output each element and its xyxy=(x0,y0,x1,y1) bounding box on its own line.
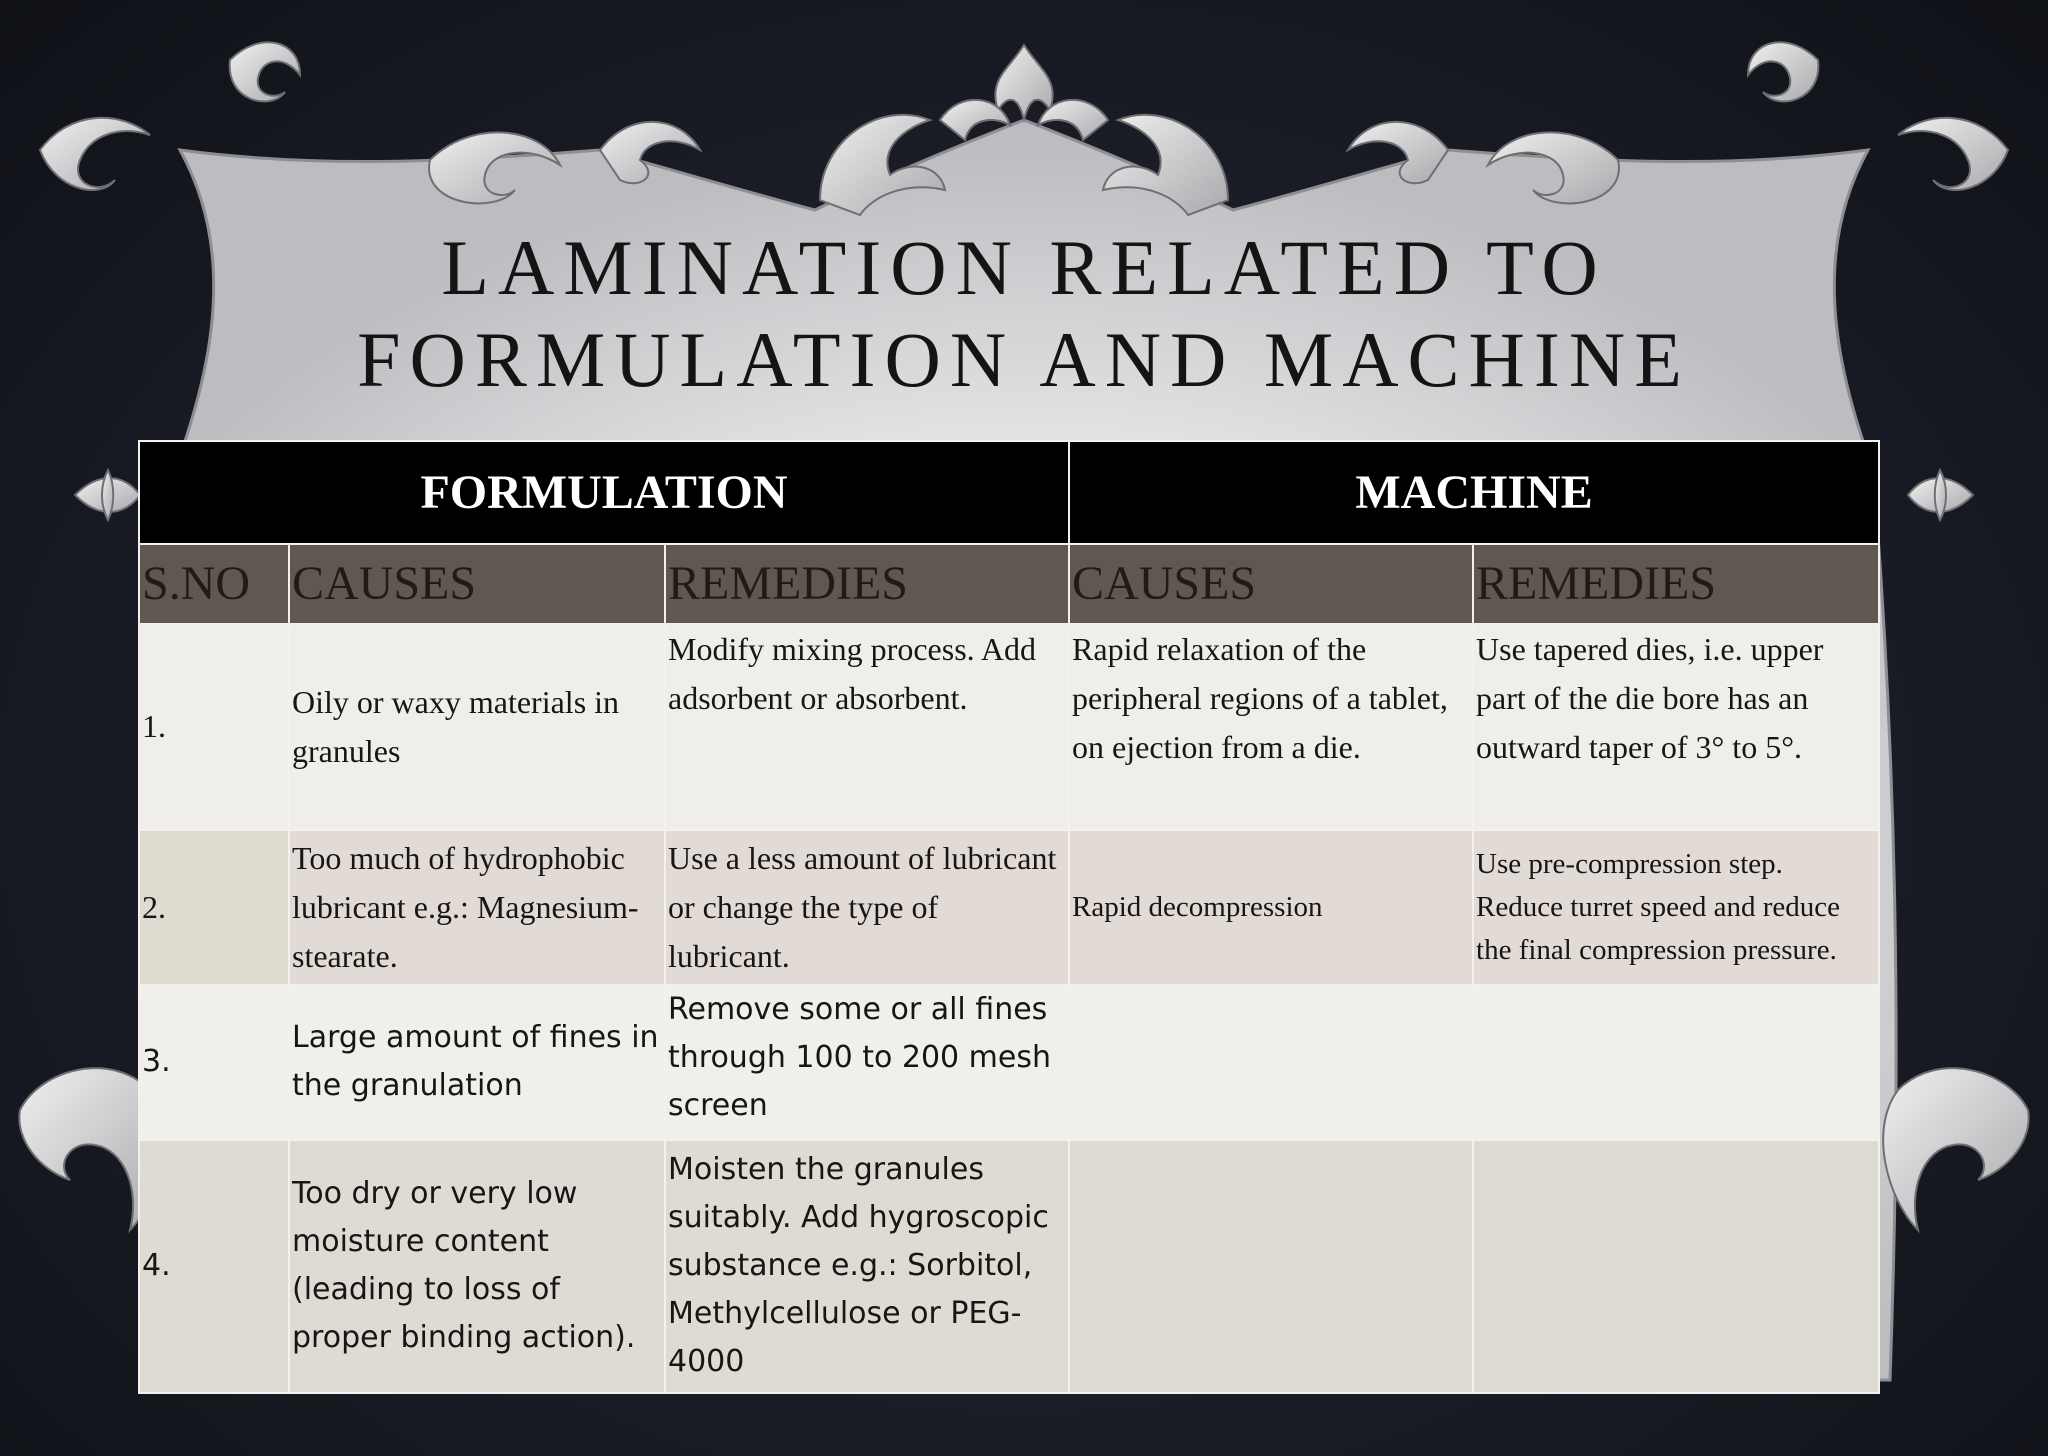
fleur-ornament-right xyxy=(1908,470,1973,520)
formulation-remedy-cell: Use a less amount of lubricant or change the type of lubricant. xyxy=(665,830,1069,985)
column-header-machine-causes: CAUSES xyxy=(1069,544,1473,624)
title-line-1: LAMINATION RELATED TO xyxy=(441,224,1607,311)
table-row xyxy=(139,985,1879,1140)
column-header-formulation-remedies: REMEDIES xyxy=(665,544,1069,624)
column-header-sno: S.NO xyxy=(139,544,289,624)
machine-remedy-cell: Use pre-compression step. Reduce turret speed and reduce the final compression pressure. xyxy=(1473,830,1879,985)
slide-title xyxy=(0,222,2048,406)
machine-cause-cell: Rapid decompression xyxy=(1069,830,1473,985)
formulation-cause-cell: Too much of hydrophobic lubricant e.g.: Magnesium-stearate. xyxy=(289,830,665,985)
row-sno: 1. xyxy=(139,624,289,830)
machine-remedy-cell xyxy=(1473,985,1879,1140)
formulation-cause-cell: Too dry or very low moisture content (leading to loss of proper binding action). xyxy=(289,1140,665,1393)
formulation-remedy-cell: Modify mixing process. Add adsorbent or absorbent. xyxy=(665,624,1069,830)
fleur-ornament-left xyxy=(75,470,140,520)
machine-cause-cell xyxy=(1069,1140,1473,1393)
table-row xyxy=(139,624,1879,830)
machine-remedy-cell: Use tapered dies, i.e. upper part of the die bore has an outward taper of 3° to 5°. xyxy=(1473,624,1879,830)
title-line-2: FORMULATION AND MACHINE xyxy=(357,316,1691,403)
group-header-formulation: FORMULATION xyxy=(139,441,1069,544)
table-row xyxy=(139,1140,1879,1393)
machine-cause-cell xyxy=(1069,985,1473,1140)
column-header-machine-remedies: REMEDIES xyxy=(1473,544,1879,624)
machine-remedy-cell xyxy=(1473,1140,1879,1393)
machine-cause-cell: Rapid relaxation of the peripheral regions of a tablet, on ejection from a die. xyxy=(1069,624,1473,830)
formulation-cause-cell: Oily or waxy materials in granules xyxy=(289,624,665,830)
column-header-row xyxy=(139,544,1879,624)
group-header-row xyxy=(139,441,1879,544)
row-sno: 4. xyxy=(139,1140,289,1393)
column-header-formulation-causes: CAUSES xyxy=(289,544,665,624)
row-sno: 2. xyxy=(139,830,289,985)
scroll-ornament-bottom-right xyxy=(1883,1068,2028,1230)
formulation-remedy-cell: Moisten the granules suitably. Add hygroscopic substance e.g.: Sorbitol, Methylcellulose or PEG-4000 xyxy=(665,1140,1069,1393)
group-header-machine: MACHINE xyxy=(1069,441,1879,544)
table-row xyxy=(139,830,1879,985)
lamination-table xyxy=(138,440,1880,1394)
formulation-cause-cell: Large amount of fines in the granulation xyxy=(289,985,665,1140)
row-sno: 3. xyxy=(139,985,289,1140)
formulation-remedy-cell: Remove some or all fines through 100 to 200 mesh screen xyxy=(665,985,1069,1140)
